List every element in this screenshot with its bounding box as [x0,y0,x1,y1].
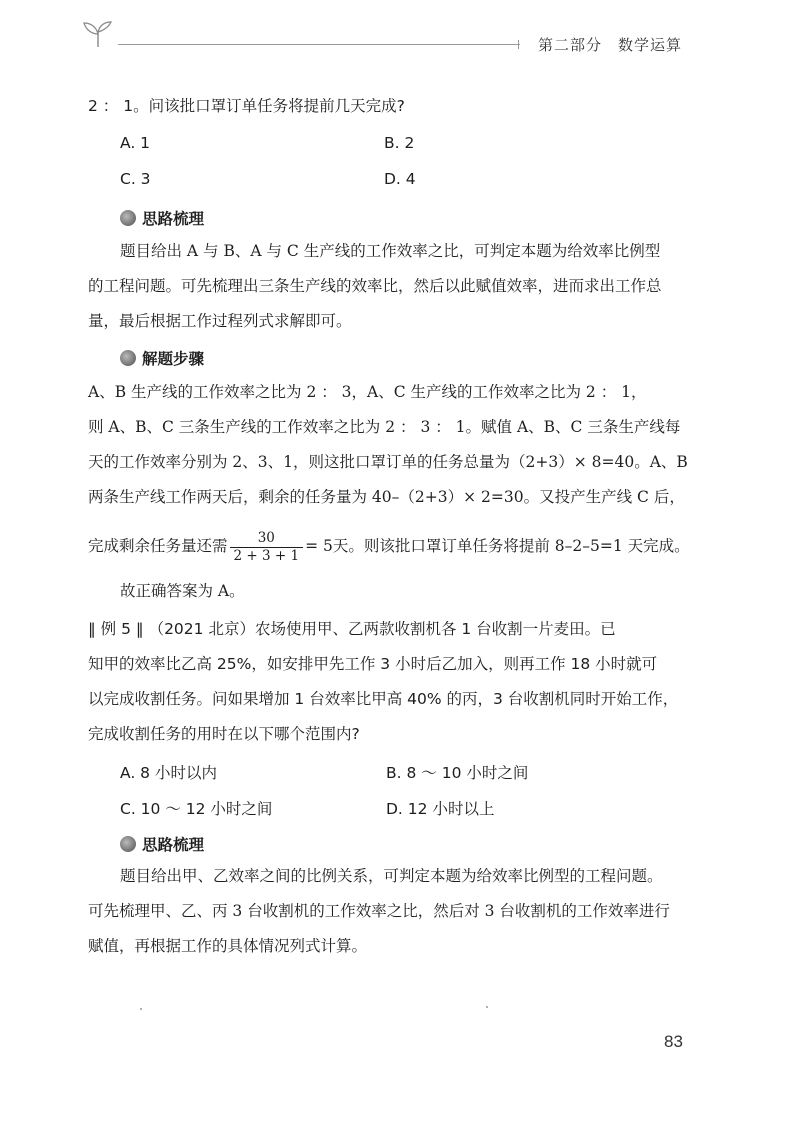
scan-speck [486,1006,488,1008]
q5-stem-line-1: ‖ 例 5 ‖ （2021 北京）农场使用甲、乙两款收割机各 1 台收割一片麦田。已 [88,620,616,638]
q4-stem-end: 2 ： 1。问该批口罩订单任务将提前几天完成? [88,97,405,115]
sprout-logo-icon [80,20,116,48]
header-section-title: 第二部分 数学运算 [538,36,683,54]
q4-solution-title: 解题步骤 [142,350,205,368]
q5-stem-line-2: 知甲的效率比乙高 25%，如安排甲先工作 3 小时后乙加入，则再工作 18 小时就可 [88,655,658,673]
q4-analysis-heading [120,207,204,229]
formula-prefix: 完成剩余任务量还需 [88,537,228,555]
q4-option-d: D. 4 [384,170,416,188]
q4-formula-line [88,526,690,566]
q4-solution-heading [120,347,204,369]
q5-stem-line-4: 完成收割任务的用时在以下哪个范围内? [88,725,360,743]
header-rule-tick [518,40,519,49]
q4-option-a: A. 1 [120,134,151,152]
q4-analysis-line-2: 的工程问题。可先梳理出三条生产线的效率比，然后以此赋值效率，进而求出工作总 [88,277,662,295]
section-badge-icon [120,350,136,366]
formula-fraction [230,530,304,565]
q5-analysis-line-3: 赋值，再根据工作的具体情况列式计算。 [88,937,368,955]
header-rule [118,44,520,45]
q4-analysis-line-1: 题目给出 A 与 B、A 与 C 生产线的工作效率之比，可判定本题为给效率比例型 [120,242,661,260]
section-badge-icon [120,836,136,852]
scan-speck [140,1008,142,1010]
q4-option-c: C. 3 [120,170,151,188]
q5-analysis-line-2: 可先梳理甲、乙、丙 3 台收割机的工作效率之比，然后对 3 台收割机的工作效率进行 [88,902,670,920]
q5-analysis-heading [120,833,204,855]
formula-numerator: 30 [230,530,304,548]
q5-stem-line-3: 以完成收割任务。问如果增加 1 台效率比甲高 40% 的丙，3 台收割机同时开始工作， [88,690,679,708]
q4-solution-line-2: 则 A、B、C 三条生产线的工作效率之比为 2 ： 3 ： 1。赋值 A、B、C 三条生产线每 [88,418,681,436]
page-number: 83 [664,1032,683,1051]
q4-answer: 故正确答案为 A。 [120,582,245,600]
q5-option-c: C. 10 ～ 12 小时之间 [120,800,273,818]
q4-option-b: B. 2 [384,134,415,152]
q4-solution-line-4: 两条生产线工作两天后，剩余的任务量为 40–（2+3）× 2=30。又投产生产线 C 后， [88,488,685,506]
q5-option-d: D. 12 小时以上 [386,800,495,818]
section-badge-icon [120,210,136,226]
q5-option-a: A. 8 小时以内 [120,764,217,782]
q4-analysis-title: 思路梳理 [142,210,205,228]
q4-solution-line-3: 天的工作效率分别为 2、3、1，则这批口罩订单的任务总量为（2+3）× 8=40。A、B [88,453,688,471]
q5-analysis-line-1: 题目给出甲、乙效率之间的比例关系，可判定本题为给效率比例型的工程问题。 [120,867,663,885]
q5-option-b: B. 8 ～ 10 小时之间 [386,764,529,782]
formula-suffix: = 5天。则该批口罩订单任务将提前 8–2–5=1 天完成。 [305,537,690,555]
q4-solution-line-1: A、B 生产线的工作效率之比为 2 ： 3，A、C 生产线的工作效率之比为 2 ： 1， [88,383,647,401]
formula-denominator: 2 + 3 + 1 [233,547,300,564]
q5-analysis-title: 思路梳理 [142,836,205,854]
q4-analysis-line-3: 量，最后根据工作过程列式求解即可。 [88,312,352,330]
